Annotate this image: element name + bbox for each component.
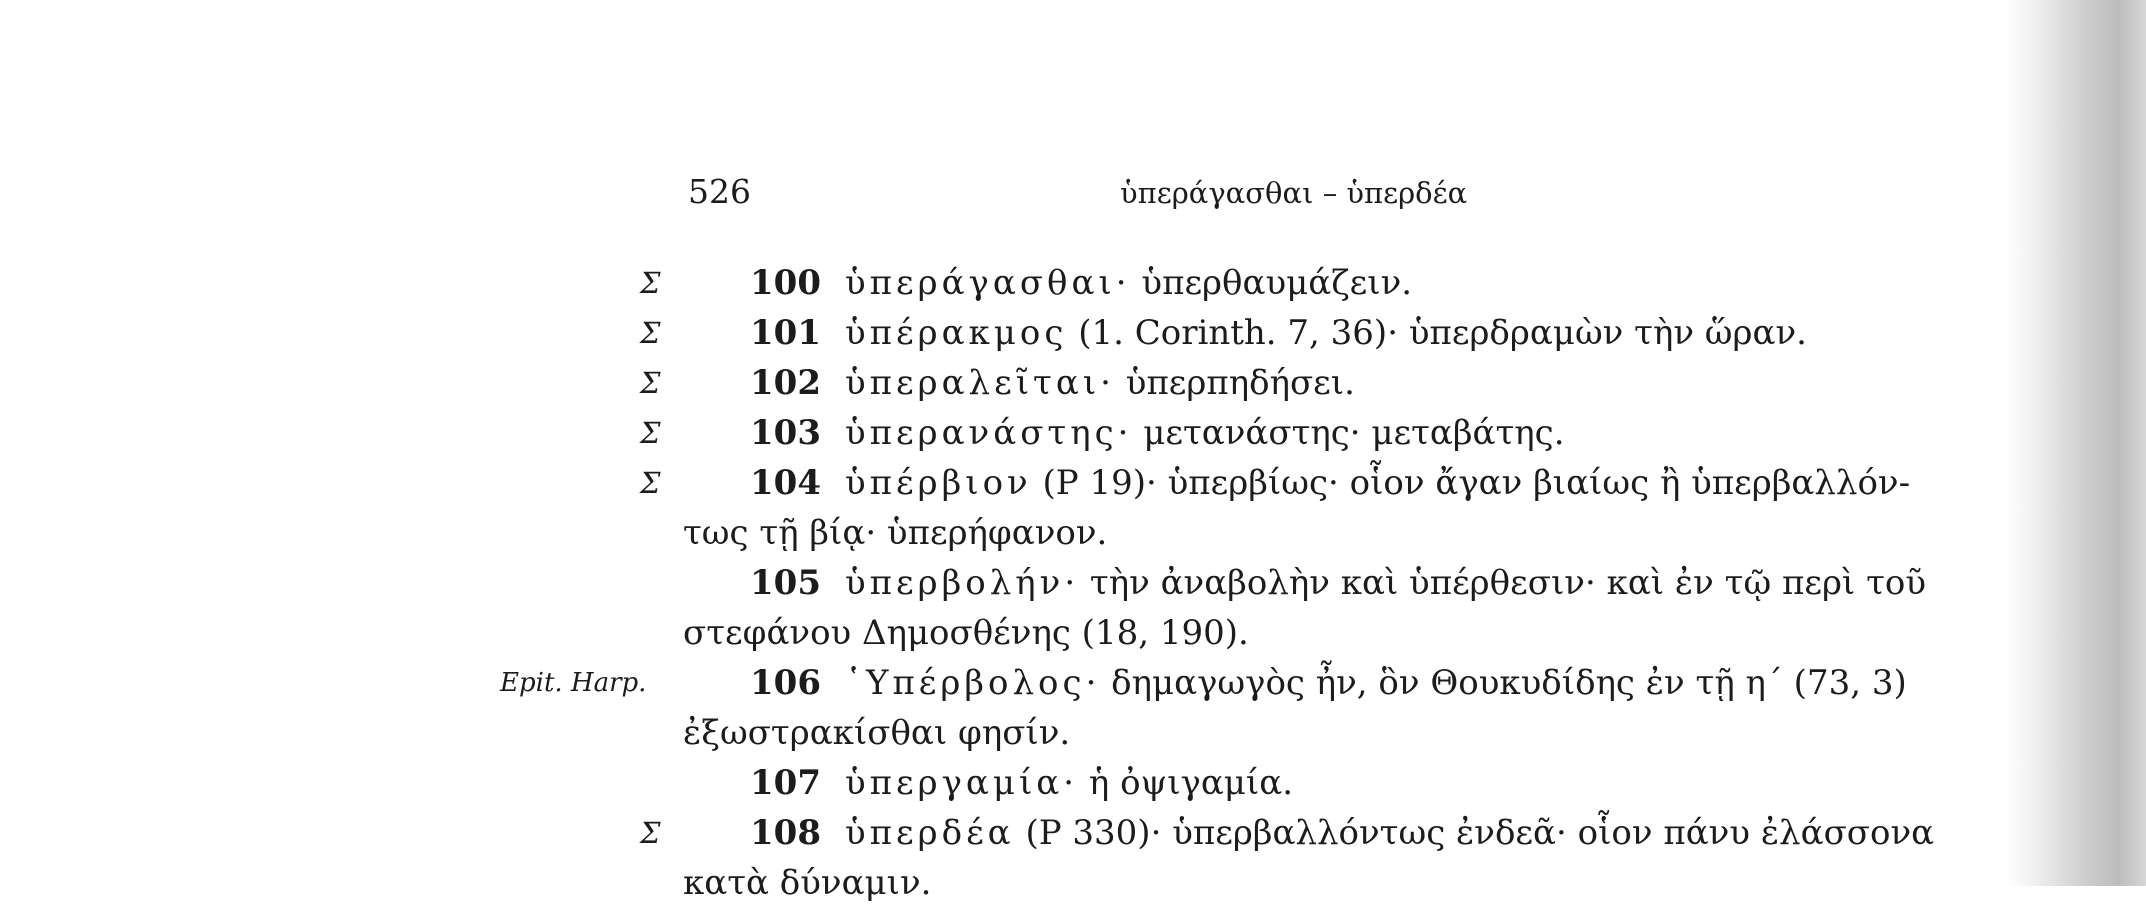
continuation-text: κατὰ δύναμιν.: [683, 863, 932, 903]
entry-text: [750, 408, 1565, 458]
gloss: ἡ ὀψιγαμία.: [1078, 763, 1294, 803]
entry-line: [0, 758, 2146, 808]
lemma: ὑπεργαμία·: [844, 763, 1079, 803]
entry-line: [0, 408, 2146, 458]
gloss: τὴν ἀναβολὴν καὶ ὑπέρθεσιν· καὶ ἐν τῷ περὶ τοῦ: [1079, 563, 1927, 603]
gloss: (P 19)· ὑπερβίως· οἷον ἄγαν βιαίως ἢ ὑπερβαλλόν-: [1031, 463, 1911, 503]
siglum: Σ: [640, 466, 661, 500]
entry-number: 108: [750, 813, 821, 853]
lemma: ὑπερβολήν·: [844, 563, 1080, 603]
entry-line: [0, 458, 2146, 508]
entry-continuation-line: [0, 508, 2146, 558]
entry-text: [750, 308, 1807, 358]
entry-text: [750, 258, 1412, 308]
entry-number: 106: [750, 663, 821, 703]
entry-line: [0, 658, 2146, 708]
siglum: Σ: [640, 366, 661, 400]
lemma: ὑπέρβιον: [844, 463, 1032, 503]
continuation-text: τως τῇ βίᾳ· ὑπερήφανον.: [683, 513, 1108, 553]
gloss: δημαγωγὸς ἦν, ὃν Θουκυδίδης ἐν τῇ η΄ (73, 3): [1100, 663, 1907, 703]
entry-number: 101: [750, 313, 821, 353]
gloss: ὑπερθαυμάζειν.: [1130, 263, 1413, 303]
entry-text: [750, 758, 1293, 808]
siglum: Σ: [640, 316, 661, 350]
entry-text: [750, 658, 1907, 708]
entry-number: 104: [750, 463, 821, 503]
siglum: Σ: [640, 266, 661, 300]
continuation-text: στεφάνου Δημοσθένης (18, 190).: [683, 613, 1249, 653]
running-title: ὑπεράγασθαι – ὑπερδέα: [1120, 176, 1468, 210]
gloss: (P 330)· ὑπερβαλλόντως ἐνδεᾶ· οἷον πάνυ ἐλάσσονα: [1014, 813, 1935, 853]
entry-text: [750, 808, 1934, 858]
lexicon-entries: [0, 258, 2146, 908]
siglum: Σ: [640, 816, 661, 850]
entry-continuation-line: [0, 708, 2146, 758]
source-reference: Epit. Harp.: [500, 668, 647, 698]
continuation-text: ἐξωστρακίσθαι φησίν.: [683, 713, 1071, 753]
entry-number: 100: [750, 263, 821, 303]
gloss: μετανάστης· μεταβάτης.: [1132, 413, 1565, 453]
running-head: [0, 172, 2146, 222]
entry-number: 105: [750, 563, 821, 603]
entry-continuation-line: [0, 858, 2146, 908]
entry-line: [0, 558, 2146, 608]
entry-number: 103: [750, 413, 821, 453]
lemma: ὑπεραλεῖται·: [844, 363, 1115, 403]
entry-text: [750, 458, 1910, 508]
entry-line: [0, 308, 2146, 358]
entry-line: [0, 358, 2146, 408]
entry-number: 107: [750, 763, 821, 803]
lemma: ὑπέρακμος: [844, 313, 1068, 353]
entry-continuation-line: [0, 608, 2146, 658]
entry-text: [750, 558, 1926, 608]
page-number: 526: [688, 172, 751, 211]
lemma: ὑπερδέα: [844, 813, 1015, 853]
entry-line: [0, 808, 2146, 858]
lemma: ὑπερανάστης·: [844, 413, 1133, 453]
gloss: (1. Corinth. 7, 36)· ὑπερδραμὼν τὴν ὥραν.: [1067, 313, 1807, 353]
lemma: ὑπεράγασθαι·: [844, 263, 1131, 303]
entry-line: [0, 258, 2146, 308]
gloss: ὑπερπηδήσει.: [1114, 363, 1355, 403]
entry-number: 102: [750, 363, 821, 403]
lemma: ῾Υπέρβολος·: [844, 663, 1101, 703]
entry-text: [750, 358, 1355, 408]
siglum: Σ: [640, 416, 661, 450]
